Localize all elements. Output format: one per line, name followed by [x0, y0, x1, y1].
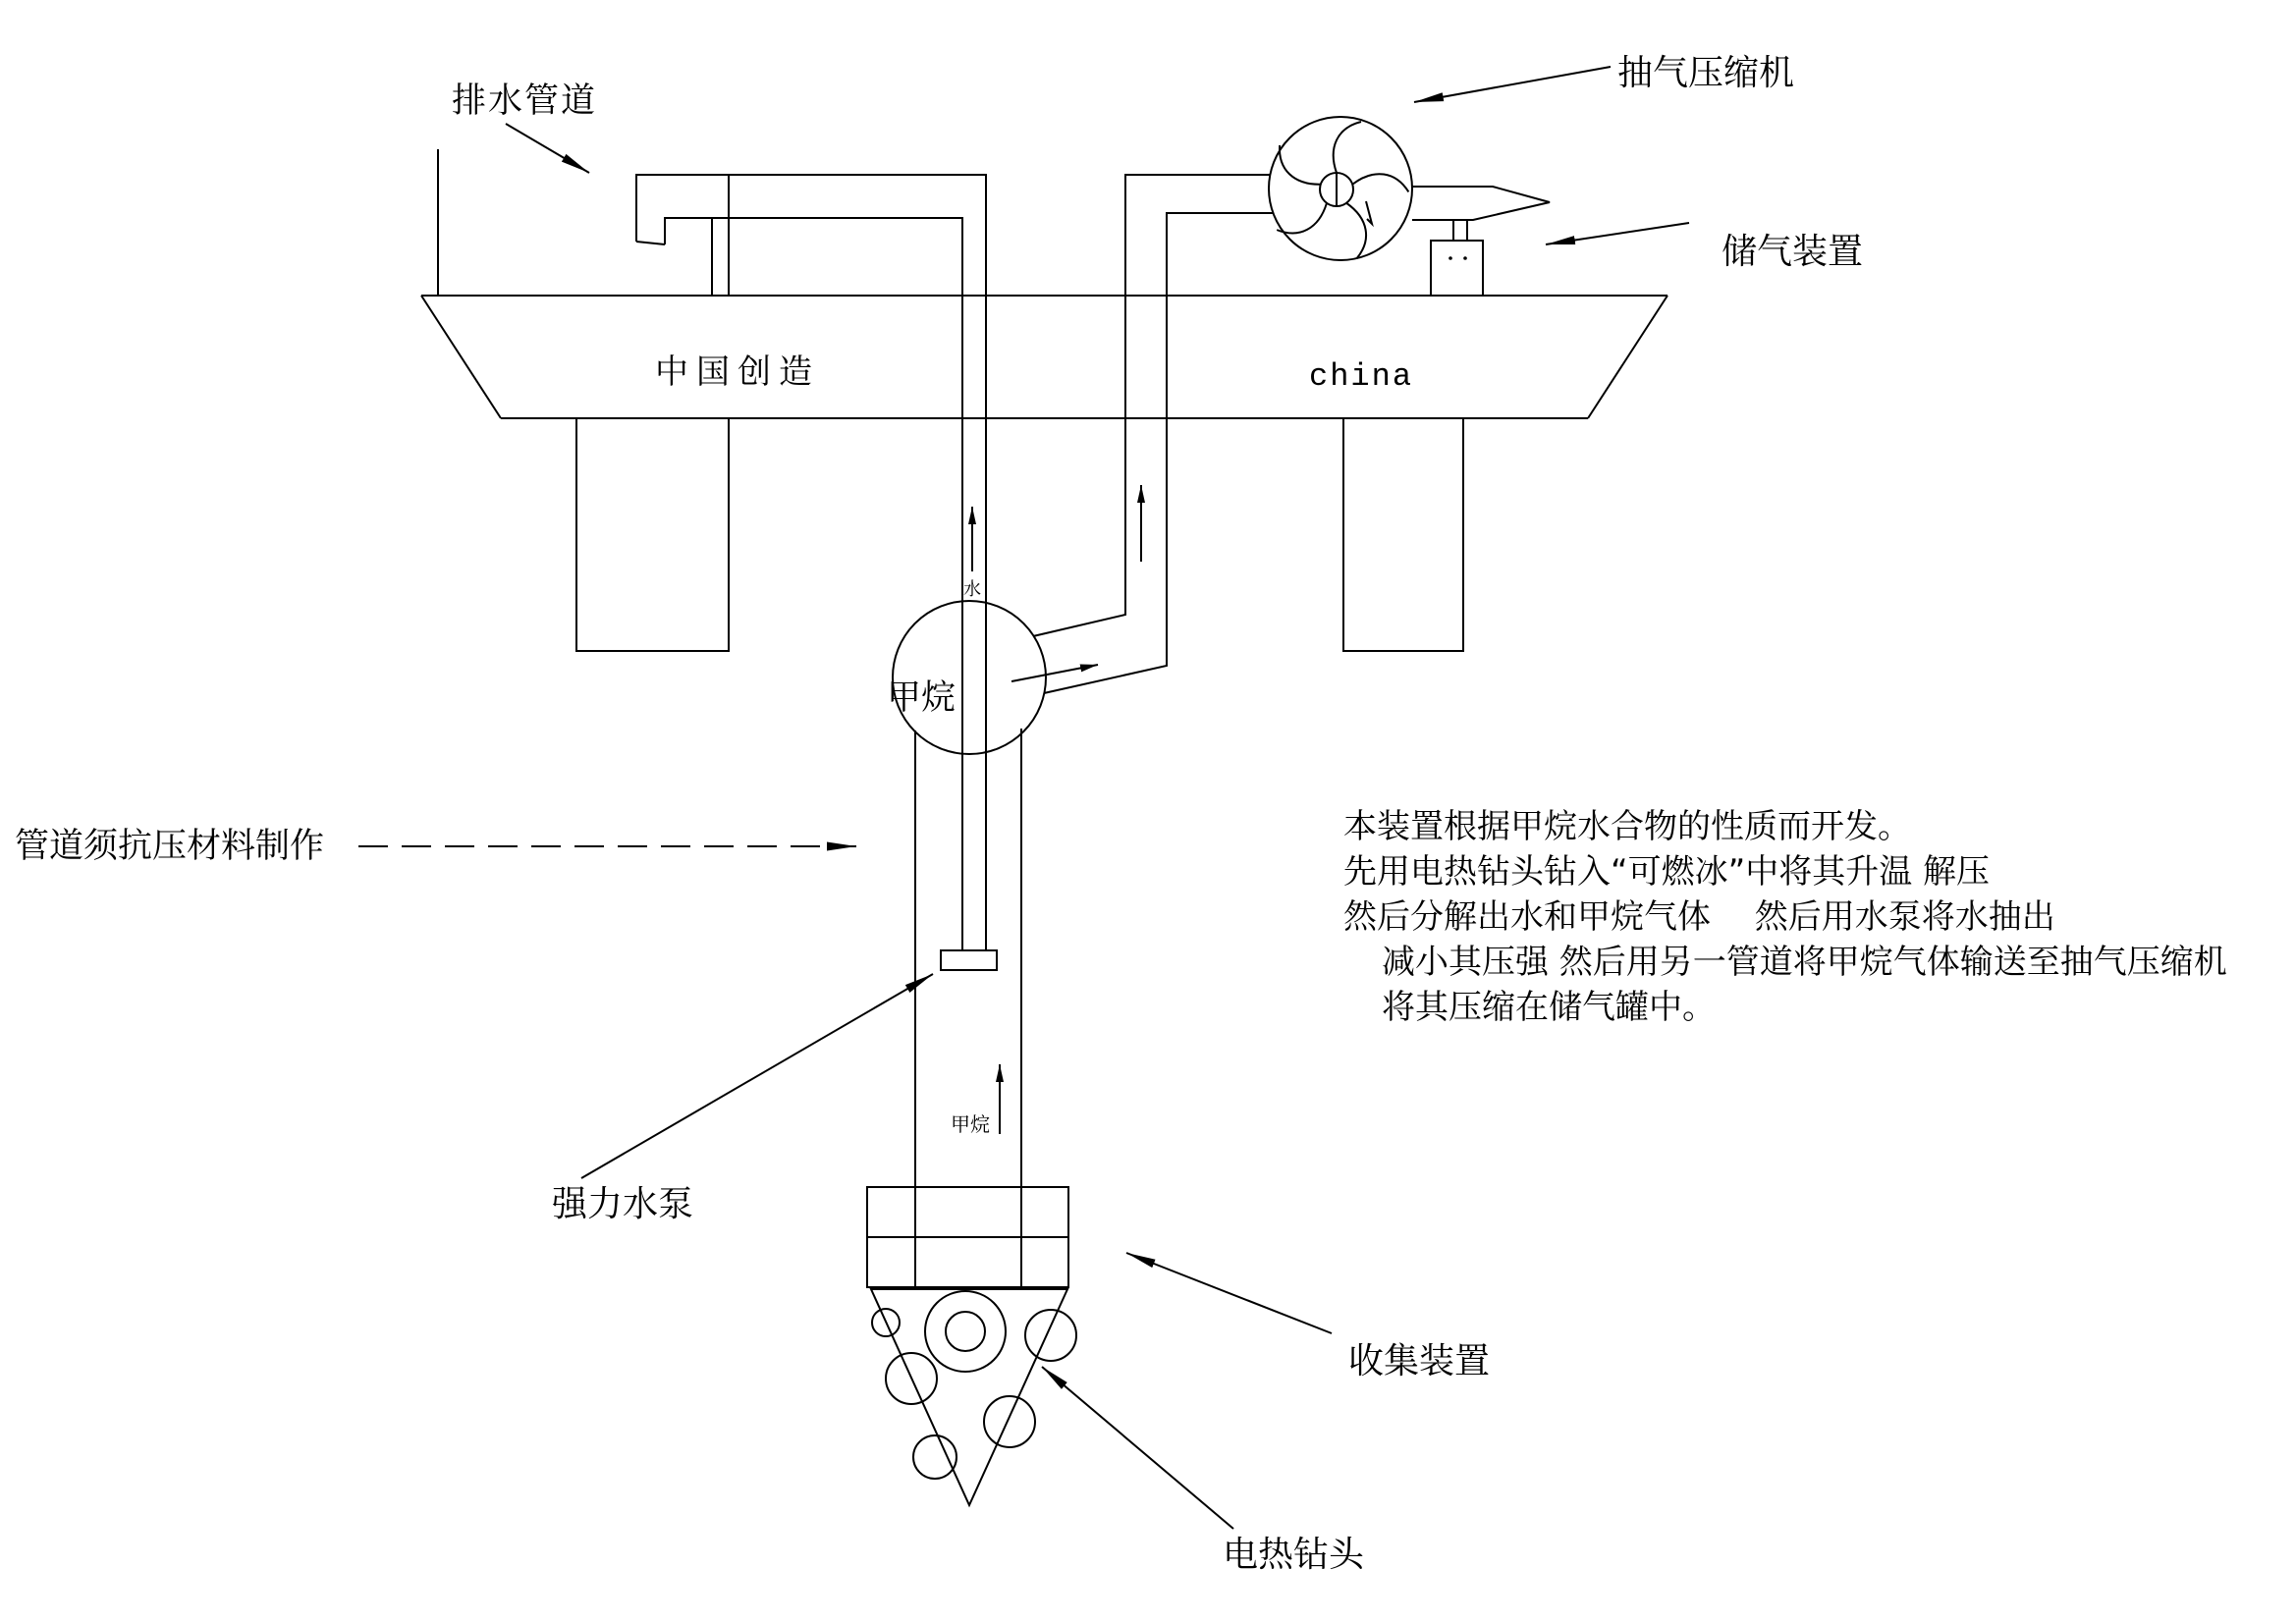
description-block	[1343, 807, 2227, 1027]
methane-bubble-label: 甲烷	[887, 678, 957, 718]
drain-pipe-leader	[506, 124, 589, 173]
left-leg	[576, 418, 729, 651]
drill-cone	[871, 1289, 1067, 1505]
description-line-4: 减小其压强 然后用另一管道将甲烷气体输送至抽气压缩机	[1382, 943, 2227, 982]
right-leg	[1343, 418, 1463, 651]
ship-name-cn: 中国创造	[655, 352, 820, 392]
drain-pipe-inner	[665, 218, 962, 950]
compressor-housing	[1269, 117, 1412, 260]
ship-name-en: china	[1309, 358, 1414, 395]
pipe-material-label: 管道须抗压材料制作	[15, 827, 325, 866]
gas-storage-label: 储气装置	[1722, 232, 1864, 272]
description-line-2: 先用电热钻头钻入“可燃冰”中将其升温 解压	[1343, 852, 1991, 892]
drill-bit	[871, 1289, 1076, 1505]
compressor-leader	[1414, 67, 1611, 102]
storage-tank	[1431, 241, 1483, 296]
drill-lobe	[984, 1396, 1035, 1447]
fan-blades	[1271, 122, 1408, 259]
drill-eye-inner	[946, 1312, 985, 1351]
compressor-mark	[1366, 201, 1372, 224]
description-line-1: 本装置根据甲烷水合物的性质而开发。	[1343, 807, 1911, 846]
drill-bit-label: 电热钻头	[1223, 1535, 1365, 1575]
gas-storage-leader	[1546, 223, 1689, 244]
water-pump-leader	[581, 974, 933, 1178]
drain-opening	[636, 242, 665, 244]
drain-pipe-label: 排水管道	[452, 81, 598, 121]
drain-water-pipe	[636, 175, 986, 950]
gas-pipe-inner	[1044, 213, 1273, 693]
gas-flow-arrow-branch	[1011, 665, 1098, 681]
hull-left-slant	[421, 296, 501, 418]
collector-label: 收集装置	[1348, 1341, 1491, 1381]
storage-dot	[1463, 256, 1467, 260]
drain-pipe-outer	[636, 175, 986, 950]
drill-bit-leader	[1042, 1367, 1233, 1529]
storage-dot	[1449, 256, 1452, 260]
description-line-5: 将其压缩在储气罐中。	[1382, 988, 1716, 1027]
ship-platform	[421, 149, 1667, 651]
hull-right-slant	[1588, 296, 1667, 418]
collector-device	[867, 1187, 1068, 1287]
compressor-label: 抽气压缩机	[1617, 53, 1795, 93]
drill-lobe	[913, 1435, 957, 1479]
riser-casing	[915, 729, 1021, 1187]
description-line-3: 然后分解出水和甲烷气体 然后用水泵将水抽出	[1343, 897, 2055, 937]
gas-pipe-outer	[1033, 175, 1270, 636]
compressor	[1269, 117, 1412, 260]
storage-assembly	[1412, 187, 1550, 296]
drill-eye-outer	[925, 1291, 1006, 1372]
water-label: 水	[963, 579, 981, 600]
water-pump-label: 强力水泵	[552, 1184, 694, 1224]
outlet-nozzle	[1412, 187, 1550, 220]
methane-small-label: 甲烷	[951, 1112, 990, 1136]
gas-pipe	[1011, 175, 1273, 693]
water-pump-box	[941, 950, 997, 970]
drill-lobe	[1025, 1310, 1076, 1361]
collector-leader	[1126, 1253, 1332, 1333]
